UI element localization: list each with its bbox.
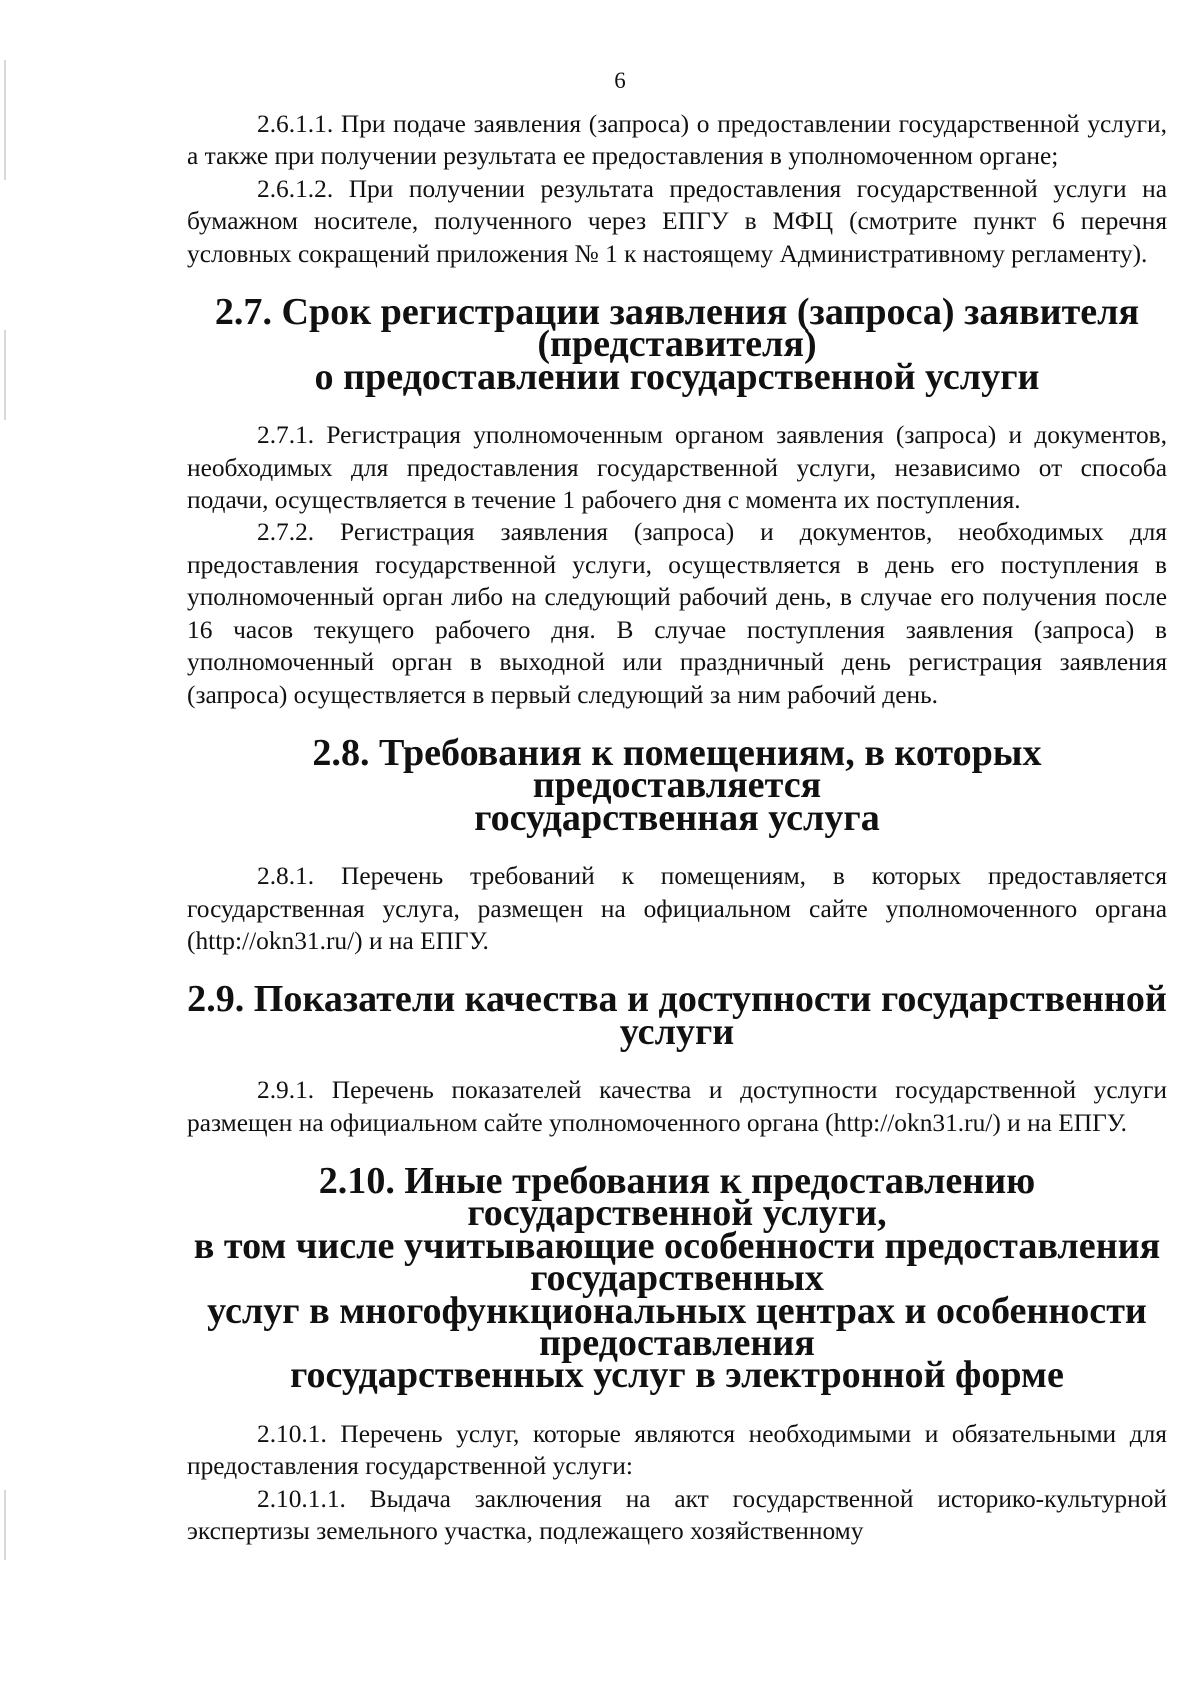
scan-edge-mark [4, 1490, 6, 1560]
paragraph-2-10-1: 2.10.1. Перечень услуг, которые являются необходимыми и обязательными для предоставления государственной услуги: [187, 1419, 1167, 1481]
section-heading-2-10 [187, 1159, 1167, 1397]
section-heading-2-8 [187, 731, 1167, 839]
heading-line: государственная услуга [474, 796, 880, 839]
heading-line: о предоставлении государственной услуги [314, 355, 1040, 398]
scan-edge-mark [4, 330, 6, 420]
heading-line: в том числе учитывающие особенности предоставления государственных [193, 1224, 1161, 1300]
heading-line: 2.8. Требования к помещениям, в которых предоставляется [312, 731, 1042, 807]
paragraph-2-8-1: 2.8.1. Перечень требований к помещениям, в которых предоставляется государственная услуга, размещен на официальном сайте уполномоченного органа (http://okn31.ru/) и на ЕПГУ. [187, 862, 1167, 955]
section-heading-2-9 [187, 978, 1167, 1053]
paragraph-2-6-1-2: 2.6.1.2. При получении результата предоставления государственной услуги на бумажном носителе, полученного через ЕПГУ в МФЦ (смотрите пункт 6 перечня условных сокращений приложения № 1 к настоящему Административному регламенту). [187, 174, 1167, 268]
document-body [187, 108, 1167, 1547]
paragraph-2-7-1: 2.7.1. Регистрация уполномоченным органом заявления (запроса) и документов, необходимых для предоставления государственной услуги, независимо от способа подачи, осуществляется в течение 1 рабочего дня с момента их поступления. [187, 421, 1167, 515]
paragraph-2-6-1-1: 2.6.1.1. При подаче заявления (запроса) о предоставлении государственной услуги, а также при получении результата ее предоставления в уполномоченном органе; [187, 110, 1167, 171]
paragraph-2-9-1: 2.9.1. Перечень показателей качества и доступности государственной услуги размещен на официальном сайте уполномоченного органа (http://okn31.ru/) и на ЕПГУ. [187, 1076, 1167, 1137]
page-number: 6 [614, 68, 626, 93]
paragraph-2-10-1-1: 2.10.1.1. Выдача заключения на акт государственной историко-культурной экспертизы земельного участка, подлежащего хозяйственному [187, 1484, 1167, 1546]
heading-line: 2.10. Иные требования к предоставлению государственной услуги, [318, 1159, 1036, 1235]
section-heading-2-7 [187, 291, 1167, 398]
heading-line: 2.7. Срок регистрации заявления (запроса) заявителя (представителя) [214, 291, 1140, 366]
paragraph-2-7-2: 2.7.2. Регистрация заявления (запроса) и документов, необходимых для предоставления государственной услуги, осуществляется в день его поступления в уполномоченный орган либо на следующий рабочий день, в случае его получения после 16 часов текущего рабочего дня. В случае поступления заявления (запроса) в уполномоченный орган в выходной или праздничный день регистрация заявления (запроса) осуществляется в первый следующий за ним рабочий день. [187, 518, 1167, 709]
heading-line: государственных услуг в электронной форме [290, 1354, 1064, 1397]
heading-line: 2.9. Показатели качества и доступности государственной услуги [187, 978, 1167, 1053]
heading-line: услуг в многофункциональных центрах и особенности предоставления [207, 1289, 1147, 1364]
